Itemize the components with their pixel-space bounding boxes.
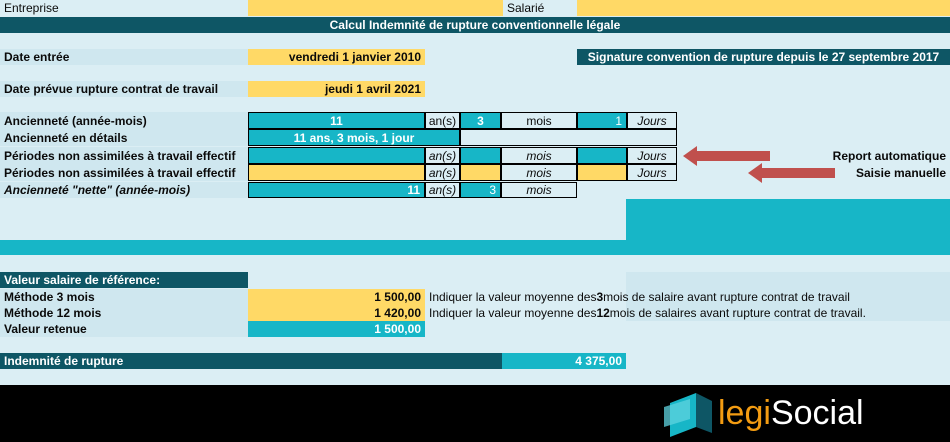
methode12-input[interactable]: 1 420,00	[248, 305, 425, 321]
anciennete-annees: 11	[248, 112, 425, 129]
legisocial-logo-icon	[660, 389, 720, 439]
logo-text-legi: legi	[718, 394, 771, 432]
anciennete-nette-label: Ancienneté "nette" (année-mois)	[0, 182, 248, 198]
anciennete-details-label: Ancienneté en détails	[0, 129, 248, 146]
methode3-input[interactable]: 1 500,00	[248, 289, 425, 305]
entreprise-input[interactable]	[248, 0, 503, 16]
periodes-auto-annees	[248, 147, 425, 164]
periodes-manuelle-label: Périodes non assimilées à travail effectif	[0, 164, 248, 181]
anciennete-mois: 3	[460, 112, 501, 129]
methode12-note-num: 12	[596, 306, 610, 320]
valeur-retenue-label: Valeur retenue	[0, 321, 248, 337]
indemnite-label: Indemnité de rupture	[0, 353, 502, 369]
date-entree-input[interactable]: vendredi 1 janvier 2010	[248, 49, 425, 65]
periodes-manuelle-annees-input[interactable]	[248, 164, 425, 181]
date-rupture-input[interactable]: jeudi 1 avril 2021	[248, 81, 425, 97]
turquoise-separator	[0, 240, 626, 255]
salaire-section-label: Valeur salaire de référence:	[0, 272, 248, 288]
methode12-note-post: mois de salaires avant rupture contrat de travail.	[609, 306, 866, 320]
periodes-auto-jours	[577, 147, 627, 164]
anciennete-jours: 1	[577, 112, 627, 129]
salarie-input[interactable]	[577, 0, 950, 16]
anciennete-nette-ans-unit: an(s)	[425, 182, 460, 198]
methode12-label: Méthode 12 mois	[0, 305, 248, 321]
logo-band	[626, 385, 950, 442]
signature-note: Signature convention de rupture depuis le 27 septembre 2017	[577, 49, 950, 65]
legisocial-logo-text	[718, 393, 864, 433]
periodes-auto-ans-unit: an(s)	[425, 147, 460, 164]
periodes-auto-jours-unit: Jours	[627, 147, 677, 164]
anciennete-nette-annees: 11	[248, 182, 425, 198]
methode12-note-pre: Indiquer la valeur moyenne des	[429, 306, 597, 320]
valeur-retenue-value: 1 500,00	[248, 321, 425, 337]
periodes-manuelle-mois-input[interactable]	[460, 164, 501, 181]
anciennete-nette-mois-unit: mois	[501, 182, 577, 198]
methode3-label: Méthode 3 mois	[0, 289, 248, 305]
date-entree-label: Date entrée	[0, 49, 248, 65]
salarie-label: Salarié	[507, 1, 545, 15]
methode3-note	[425, 289, 875, 305]
indemnite-value: 4 375,00	[502, 353, 626, 369]
periodes-manuelle-mois-unit: mois	[501, 164, 577, 181]
methode12-note	[425, 305, 880, 321]
periodes-manuelle-jours-unit: Jours	[627, 164, 677, 181]
saisie-arrow-icon	[762, 168, 835, 178]
periodes-manuelle-jours-input[interactable]	[577, 164, 627, 181]
anciennete-label: Ancienneté (année-mois)	[0, 112, 248, 129]
entreprise-label: Entreprise	[4, 1, 59, 15]
report-automatique-label: Report automatique	[832, 148, 946, 163]
report-arrow-icon	[697, 151, 770, 161]
turquoise-block-right	[626, 199, 950, 255]
anciennete-nette-mois: 3	[460, 182, 501, 198]
periodes-auto-label: Périodes non assimilées à travail effectif	[0, 147, 248, 164]
methode3-note-post: mois de salaire avant rupture contrat de travail	[603, 290, 850, 304]
anciennete-details-blank	[460, 129, 677, 146]
anciennete-ans-unit: an(s)	[425, 112, 460, 129]
saisie-manuelle-label: Saisie manuelle	[855, 165, 946, 180]
date-rupture-label: Date prévue rupture contrat de travail	[0, 81, 248, 97]
methode3-note-pre: Indiquer la valeur moyenne des	[429, 290, 597, 304]
anciennete-mois-unit: mois	[501, 112, 577, 129]
periodes-manuelle-ans-unit: an(s)	[425, 164, 460, 181]
periodes-auto-mois-unit: mois	[501, 147, 577, 164]
anciennete-jours-unit: Jours	[627, 112, 677, 129]
logo-text-social: Social	[770, 394, 864, 432]
anciennete-details-value: 11 ans, 3 mois, 1 jour	[248, 129, 460, 146]
methode3-note-num: 3	[596, 290, 604, 304]
periodes-auto-mois	[460, 147, 501, 164]
page-title: Calcul Indemnité de rupture conventionnelle légale	[0, 17, 950, 33]
